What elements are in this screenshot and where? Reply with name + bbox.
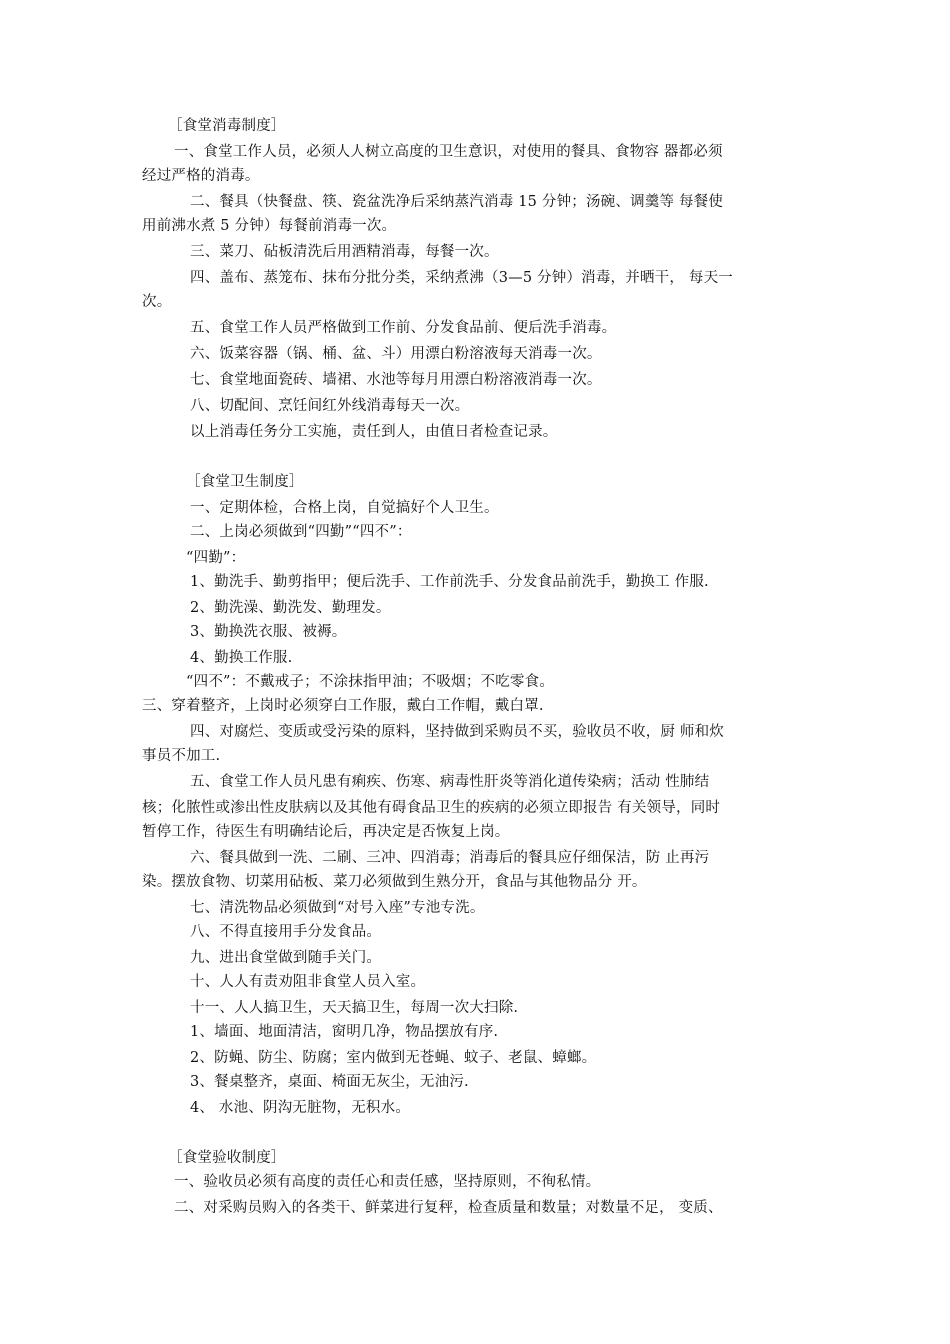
paragraph-line: 一、食堂工作人员，必须人人树立高度的卫生意识，对使用的餐具、食物容 器都必须	[174, 144, 723, 160]
paragraph-line: 1、墙面、地面清洁，窗明几净，物品摆放有序.	[190, 1024, 499, 1040]
paragraph-line: 事员不加工.	[142, 748, 221, 764]
section-title-disinfection: ［食堂消毒制度］	[168, 118, 286, 134]
paragraph-line: 暂停工作，待医生有明确结论后，再决定是否恢复上岗。	[142, 824, 510, 840]
paragraph-line: 1、勤洗手、勤剪指甲；便后洗手、工作前洗手、分发食品前洗手，勤换工 作服.	[190, 574, 709, 590]
paragraph-line: 三、菜刀、砧板清洗后用酒精消毒，每餐一次。	[190, 244, 499, 260]
paragraph-line: 3、勤换洗衣服、被褥。	[190, 624, 347, 640]
paragraph-line: 2、勤洗澡、勤洗发、勤理发。	[190, 600, 391, 616]
paragraph-line: 3、餐桌整齐，桌面、椅面无灰尘，无油污.	[190, 1074, 469, 1090]
paragraph-line: 八、切配间、烹饪间红外线消毒每天一次。	[190, 398, 470, 414]
section-title-hygiene: ［食堂卫生制度］	[186, 474, 304, 490]
paragraph-line: 三、穿着整齐，上岗时必须穿白工作服，戴白工作帽，戴白罩.	[142, 698, 544, 714]
paragraph-line: 十一、人人搞卫生，天天搞卫生，每周一次大扫除.	[190, 1000, 519, 1016]
paragraph-line: 2、防蝇、防尘、防腐；室内做到无苍蝇、蚊子、老鼠、蟑螂。	[190, 1050, 597, 1066]
paragraph-line: 以上消毒任务分工实施，责任到人，由值日者检查记录。	[190, 424, 558, 440]
paragraph-line: 用前沸水煮 5 分钟）每餐前消毒一次。	[142, 218, 397, 234]
paragraph-line: 二、餐具（快餐盘、筷、瓷盆洗净后采纳蒸汽消毒 15 分钟；汤碗、调羹等 每餐使	[190, 194, 724, 210]
paragraph-line: 核；化脓性或渗出性皮肤病以及其他有碍食品卫生的疾病的必须立即报告 有关领导，同时	[142, 800, 721, 816]
paragraph-line: “四勤”：	[186, 550, 246, 566]
paragraph-line: 五、食堂工作人员凡患有痢疾、伤寒、病毒性肝炎等消化道传染病；活动 性肺结	[190, 774, 710, 790]
paragraph-line: 4、勤换工作服.	[190, 650, 293, 666]
section-title-acceptance: ［食堂验收制度］	[168, 1150, 286, 1166]
paragraph-line: 二、上岗必须做到“四勤”“四不”：	[190, 524, 412, 540]
paragraph-line: 4、 水池、阴沟无脏物，无积水。	[190, 1100, 411, 1116]
paragraph-line: 次。	[142, 294, 172, 310]
paragraph-line: 染。摆放食物、切菜用砧板、菜刀必须做到生熟分开，食品与其他物品分 开。	[142, 874, 647, 890]
paragraph-line: 四、对腐烂、变质或受污染的原料，坚持做到采购员不买，验收员不收，厨 师和炊	[190, 724, 725, 740]
paragraph-line: 经过严格的消毒。	[142, 168, 260, 184]
paragraph-line: 一、定期体检，合格上岗，自觉搞好个人卫生。	[190, 500, 499, 516]
paragraph-line: 六、饭菜容器（锅、桶、盆、斗）用漂白粉溶液每天消毒一次。	[190, 346, 602, 362]
paragraph-line: 一、验收员必须有高度的责任心和责任感，坚持原则，不徇私情。	[174, 1174, 601, 1190]
paragraph-line: 二、对采购员购入的各类干、鲜菜进行复秤，检查质量和数量；对数量不足， 变质、	[174, 1200, 723, 1216]
paragraph-line: 十、人人有责劝阻非食堂人员入室。	[190, 974, 426, 990]
paragraph-line: 七、食堂地面瓷砖、墙裙、水池等每月用漂白粉溶液消毒一次。	[190, 372, 602, 388]
paragraph-line: “四不”：不戴戒子；不涂抹指甲油；不吸烟；不吃零食。	[186, 674, 555, 690]
paragraph-line: 七、清洗物品必须做到“对号入座”专池专洗。	[190, 900, 485, 916]
paragraph-line: 八、不得直接用手分发食品。	[190, 924, 382, 940]
paragraph-line: 六、餐具做到一洗、二刷、三冲、四消毒；消毒后的餐具应仔细保洁，防 止再污	[190, 850, 710, 866]
paragraph-line: 九、进出食堂做到随手关门。	[190, 950, 382, 966]
paragraph-line: 五、食堂工作人员严格做到工作前、分发食品前、便后洗手消毒。	[190, 320, 617, 336]
paragraph-line: 四、盖布、蒸笼布、抹布分批分类，采纳煮沸（3—5 分钟）消毒，并晒干， 每天一	[190, 270, 733, 286]
